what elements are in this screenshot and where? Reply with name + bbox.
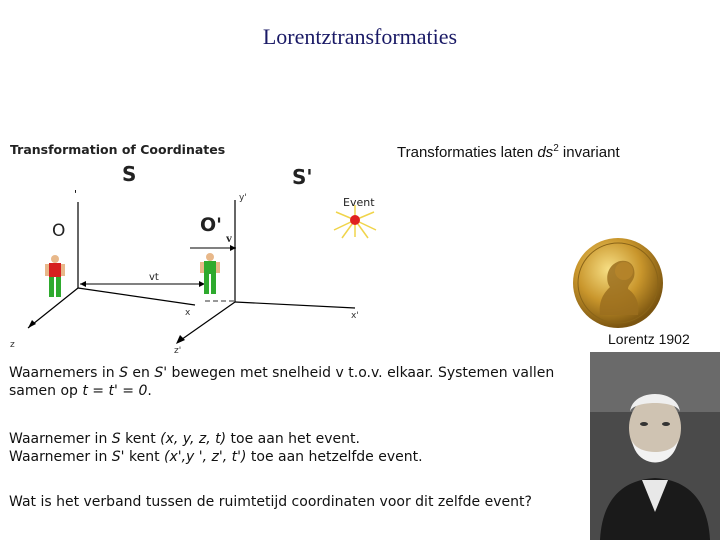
p2-frame-s: S: [111, 431, 121, 447]
y-axis-tick-label: ': [74, 188, 78, 201]
p2-text-e: kent: [124, 449, 165, 465]
p2-text-c: toe aan het event.: [226, 431, 360, 447]
p1-text-a: Waarnemers in: [9, 365, 120, 381]
p1-frame-sprime: S': [154, 365, 168, 381]
invariant-exponent: 2: [553, 143, 559, 154]
p1-text-c: bewegen met snelheid v t.o.v. elkaar. Systemen vallen samen op: [9, 365, 555, 399]
p1-text-b: en: [127, 365, 155, 381]
coordinate-figure: [0, 160, 400, 360]
lorentz-portrait-icon: [590, 352, 720, 540]
frame-sprime-label: S': [292, 165, 313, 189]
observer-sprime-icon: [200, 253, 220, 294]
event-label: Event: [343, 196, 375, 209]
axis-x-sprime: [235, 302, 355, 308]
axis-xprime-label: x': [351, 311, 359, 321]
p2-text-a: Waarnemer in: [9, 431, 112, 447]
axis-zprime-label: z': [174, 346, 182, 356]
paragraph-observers: [9, 364, 579, 400]
nobel-medal-icon: [570, 235, 666, 331]
paragraph-question: Wat is het verband tussen de ruimtetijd coordinaten voor dit zelfde event?: [9, 494, 532, 510]
invariant-statement: [397, 143, 620, 161]
invariant-prefix: Transformaties laten: [397, 144, 538, 161]
lorentz-caption: Lorentz 1902: [608, 331, 690, 347]
figure-caption: Transformation of Coordinates: [10, 142, 226, 157]
axis-z-arrow-icon: [28, 320, 36, 328]
vt-label: vt: [149, 272, 159, 283]
vt-arrow-left-icon: [80, 281, 86, 287]
p2-frame-sprime: S': [111, 449, 125, 465]
event-dot-icon: [350, 215, 360, 225]
axis-yprime-label: y': [239, 193, 247, 203]
invariant-ds: ds: [537, 144, 554, 161]
paragraph-coordinates: [9, 430, 579, 466]
origin-oprime-label: O': [200, 214, 222, 236]
axis-x-label: x: [185, 308, 191, 318]
p2-text-f: toe aan hetzelfde event.: [246, 449, 423, 465]
frame-s-label: S: [122, 162, 137, 186]
origin-o-label: O: [52, 221, 66, 241]
p2-coords-prime: (x',y ', z', t'): [164, 449, 247, 465]
p2-text-b: kent: [120, 431, 161, 447]
page-title: Lorentztransformaties: [262, 24, 458, 49]
p1-text-d: .: [147, 383, 152, 399]
axis-zprime-arrow-icon: [176, 335, 185, 344]
velocity-label: v: [226, 231, 232, 245]
p1-equation: t = t' = 0: [82, 383, 148, 399]
p2-text-d: Waarnemer in: [9, 449, 112, 465]
p1-frame-s: S: [119, 365, 128, 381]
invariant-suffix: invariant: [558, 144, 620, 161]
axis-z-label: z: [10, 340, 15, 350]
axis-x-s: [78, 288, 195, 305]
observer-s-icon: [45, 255, 65, 297]
p2-coords: (x, y, z, t): [160, 431, 227, 447]
